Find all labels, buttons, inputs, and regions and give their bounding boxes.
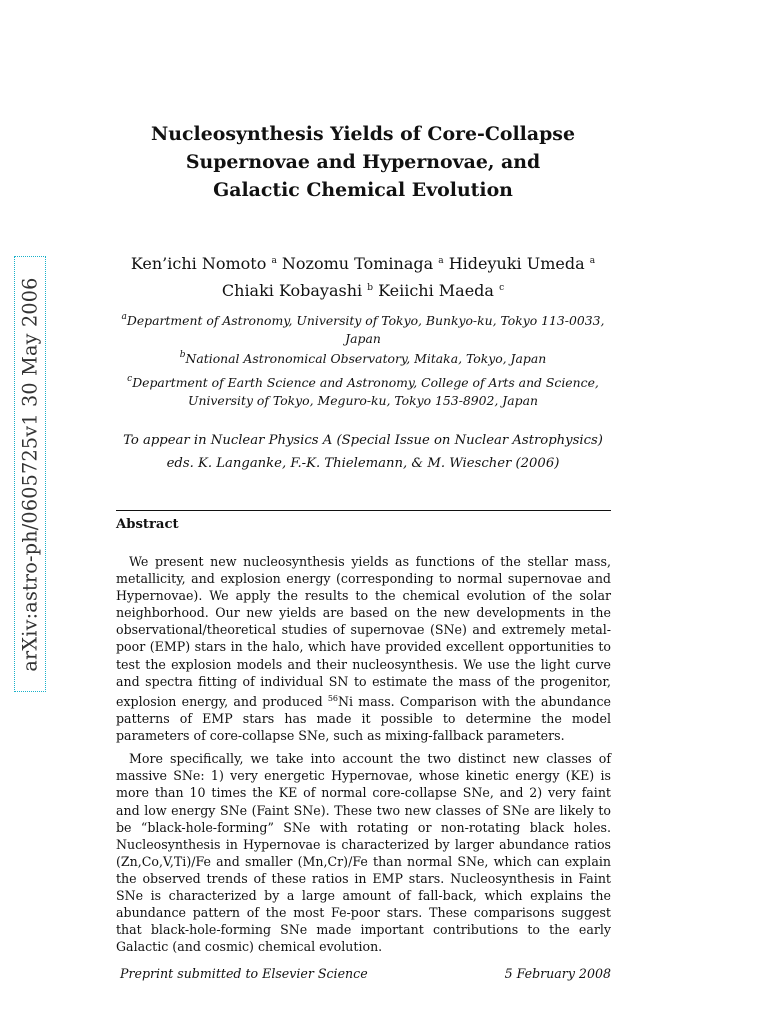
preprint-note: Preprint submitted to Elsevier Science	[120, 966, 368, 981]
author-line-2	[100, 276, 626, 303]
title-line-1: Nucleosynthesis Yields of Core-Collapse	[151, 123, 575, 145]
affiliation-text: Department of Earth Science and Astronomy, College of Arts and Science, University of Tokyo, Meguro-ku, Tokyo 153-8902, Japan	[132, 375, 599, 408]
author-affiliation-mark: b	[367, 283, 373, 293]
author-line-1	[100, 249, 626, 276]
publication-note	[100, 429, 626, 475]
arxiv-identifier: arXiv:astro-ph/0605725v1 30 May 2006	[18, 276, 42, 672]
footer-date: 5 February 2008	[504, 966, 611, 981]
abstract-heading: Abstract	[116, 517, 179, 532]
author-name: Nozomu Tominaga	[281, 254, 434, 273]
paper-title	[100, 120, 626, 204]
affiliation-a	[110, 309, 616, 347]
affiliation-mark: a	[121, 312, 127, 322]
arxiv-sidebar-stamp[interactable]	[14, 256, 46, 692]
publication-line-1: To appear in Nuclear Physics A (Special Issue on Nuclear Astrophysics)	[123, 433, 603, 448]
author-name: Keiichi Maeda	[378, 281, 494, 300]
author-name: Chiaki Kobayashi	[221, 281, 363, 300]
title-line-3: Galactic Chemical Evolution	[213, 179, 513, 201]
abstract-body	[116, 553, 611, 961]
abstract-text: Ni mass. Comparison with the abundance patterns of EMP stars has made it possible to determine the model parameters of core-collapse SNe, such as mixing-fallback parameters.	[116, 693, 611, 744]
abstract-paragraph: More specifically, we take into account the two distinct new classes of massive SNe: 1) very energetic Hypernovae, whose kinetic energy (KE) is more than 10 times the KE of normal core-collapse SNe, and 2) very faint and low energy SNe (Faint SNe). These two new classes of SNe are likely to be “black-hole-forming” SNe with rotating or non-rotating black holes. Nucleosynthesis in Hypernovae is characterized by larger abundance ratios (Zn,Co,V,Ti)/Fe and smaller (Mn,Cr)/Fe than normal SNe, which can explain the observed trends of these ratios in EMP stars. Nucleosynthesis in Faint SNe is characterized by a large amount of fall-back, which explains the abundance pattern of the most Fe-poor stars. These comparisons suggest that black-hole-forming SNe made important contributions to the early Galactic (and cosmic) chemical evolution.	[116, 751, 611, 955]
abstract-divider	[116, 510, 611, 511]
abstract-paragraph	[116, 553, 611, 744]
affiliation-mark: c	[127, 374, 133, 384]
abstract-text: We present new nucleosynthesis yields as functions of the stellar mass, metallicity, and explosion energy (corresponding to normal supernovae and Hypernovae). We apply the results to the chemical evolution of the solar neighborhood. Our new yields are based on the new developments in the observational/theoretical studies of supernovae (SNe) and extremely metal-poor (EMP) stars in the halo, which have provided excellent opportunities to test the explosion models and their nucleosynthesis. We use the light curve and spectra fitting of individual SN to estimate the mass of the progenitor, explosion energy, and produced	[116, 554, 611, 709]
author-affiliation-mark: a	[438, 256, 444, 266]
affiliation-c	[110, 371, 616, 409]
affiliation-text: Department of Astronomy, University of Tokyo, Bunkyo-ku, Tokyo 113-0033, Japan	[126, 313, 605, 346]
affiliation-text: National Astronomical Observatory, Mitaka, Tokyo, Japan	[185, 351, 547, 366]
author-list	[100, 249, 626, 303]
author-affiliation-mark: a	[589, 256, 596, 266]
isotope-superscript: 56	[327, 693, 339, 703]
author-name: Ken’ichi Nomoto	[130, 254, 267, 273]
author-affiliation-mark: a	[271, 256, 277, 266]
affiliation-b	[110, 347, 616, 368]
publication-line-2: eds. K. Langanke, F.-K. Thielemann, & M. Wiescher (2006)	[166, 456, 560, 471]
title-line-2: Supernovae and Hypernovae, and	[185, 151, 541, 173]
affiliation-mark: b	[179, 350, 186, 360]
author-name: Hideyuki Umeda	[448, 254, 585, 273]
author-affiliation-mark: c	[499, 283, 505, 293]
